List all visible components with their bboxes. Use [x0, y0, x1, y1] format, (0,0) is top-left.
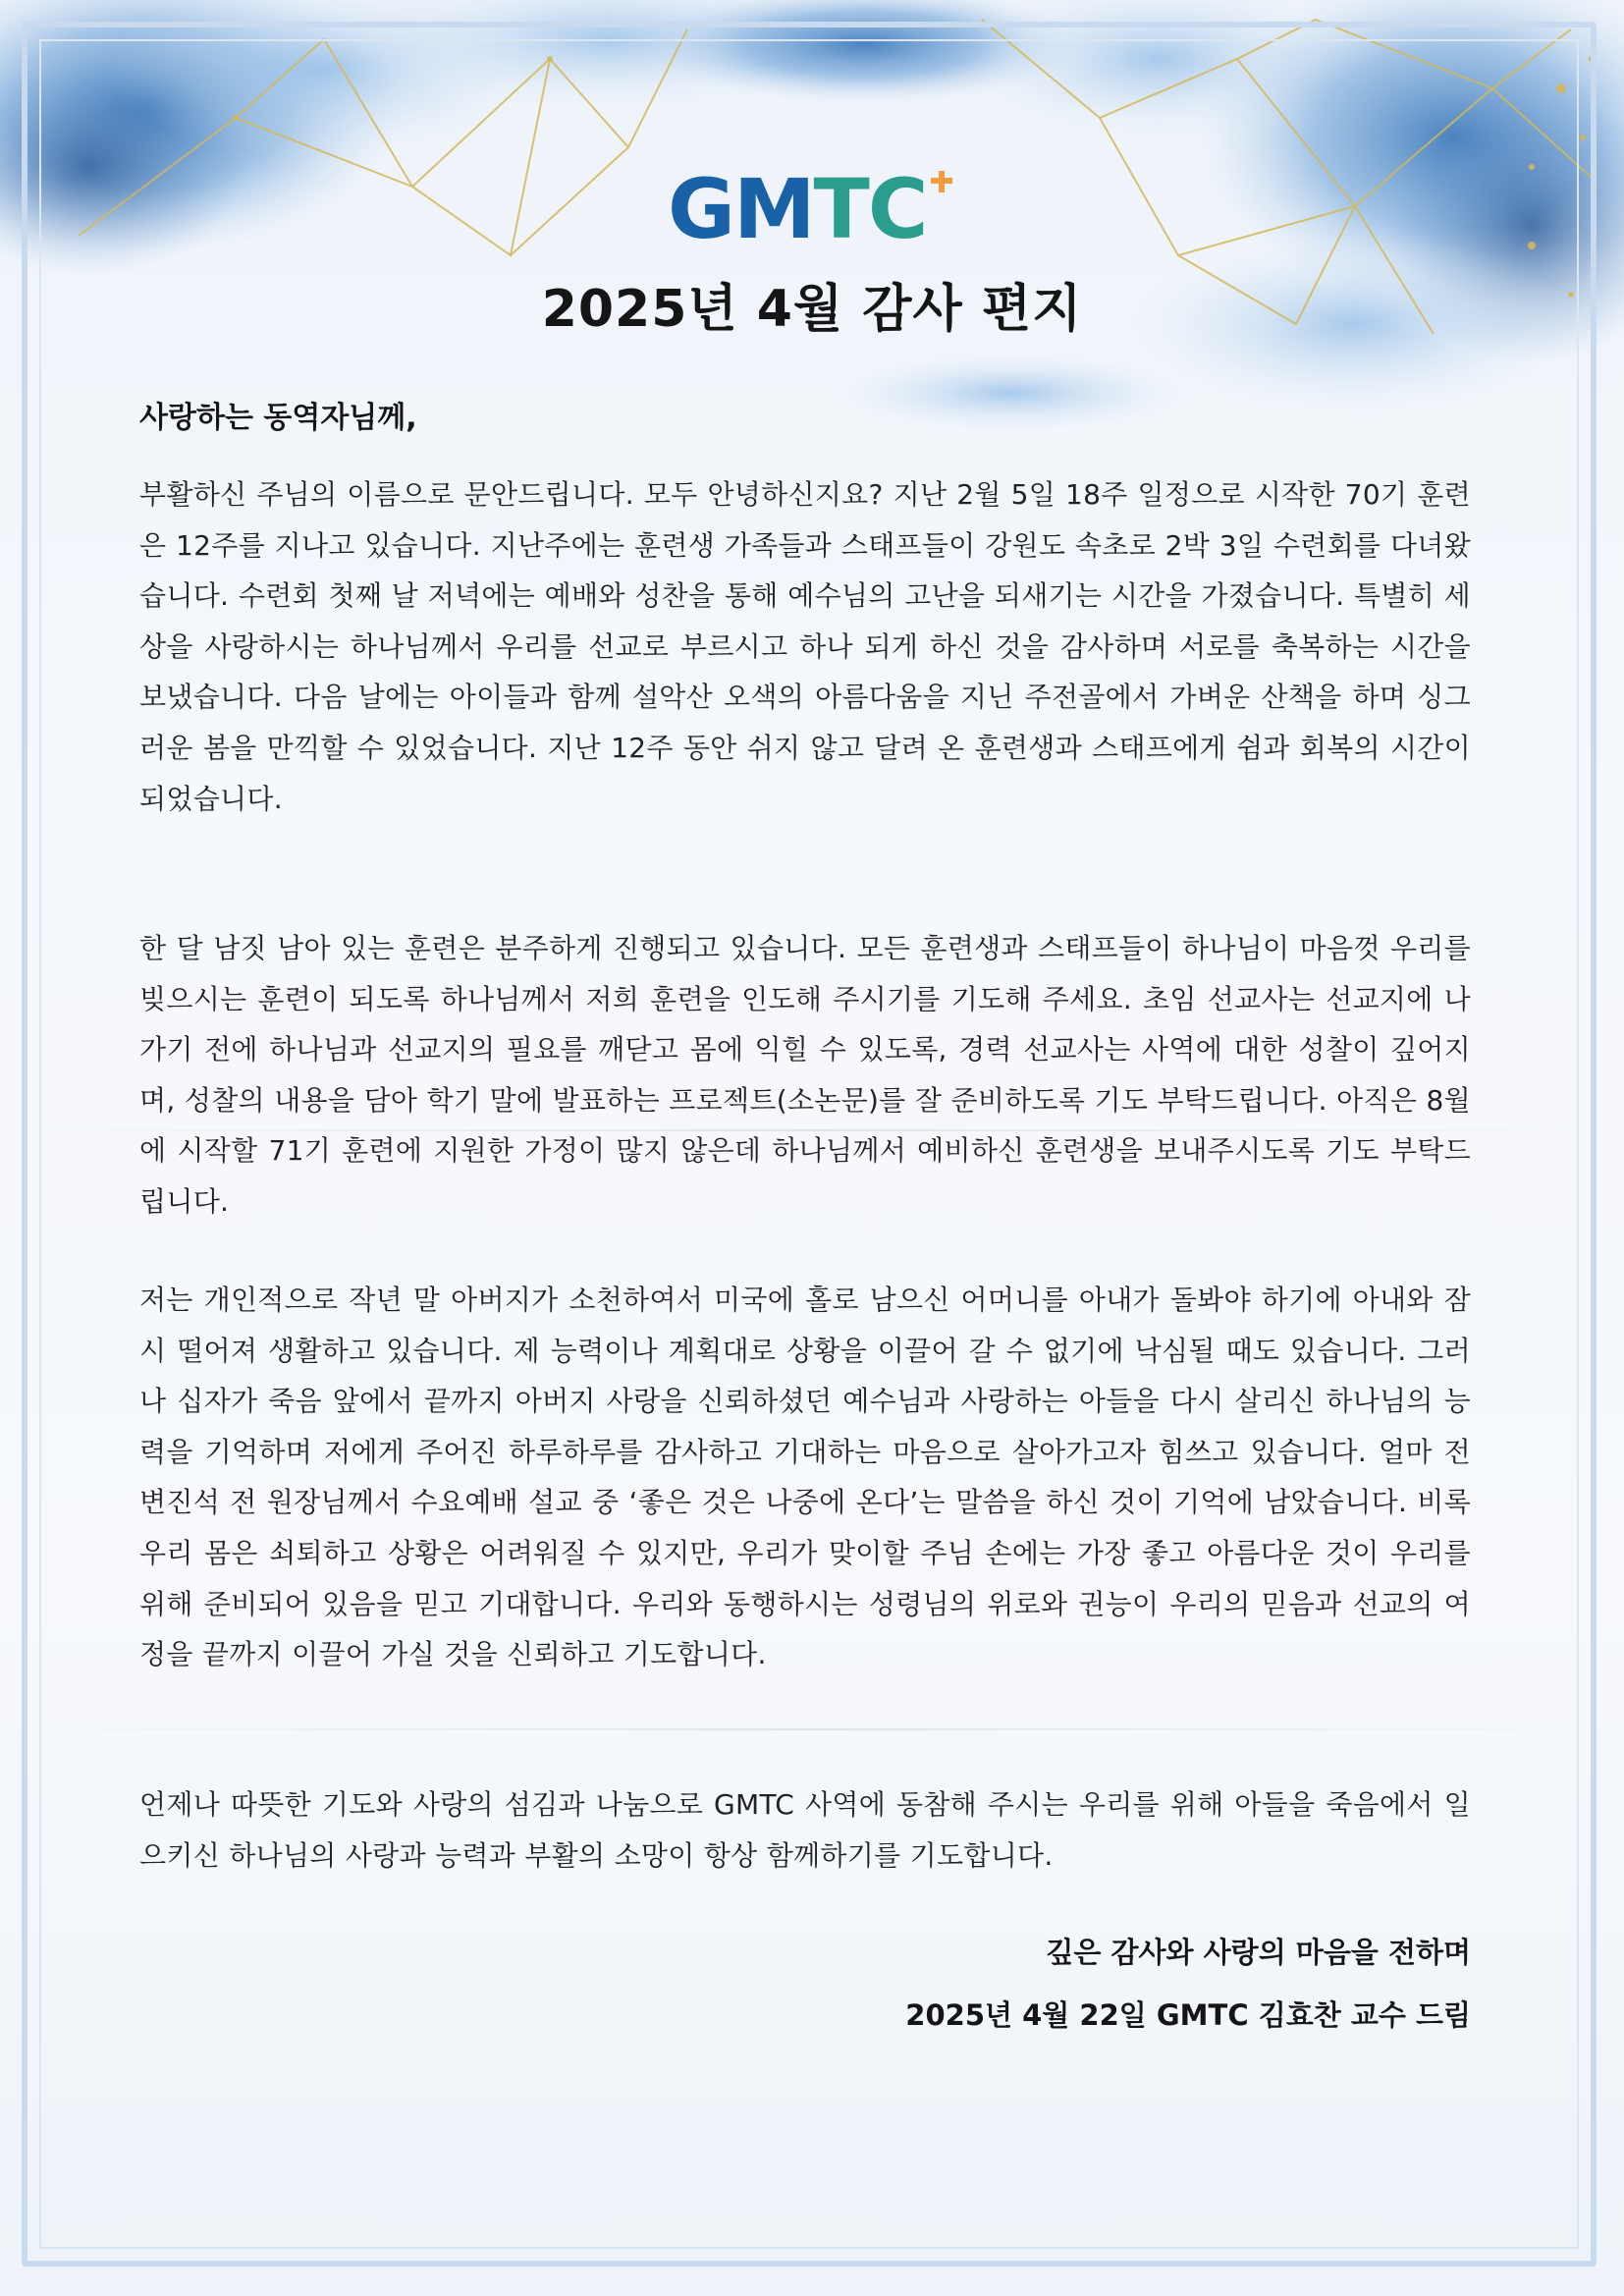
- paragraph-3: 저는 개인적으로 작년 말 아버지가 소천하여서 미국에 홀로 남으신 어머니를 아내가 돌봐야 하기에 아내와 잠시 떨어져 생활하고 있습니다. 제 능력이나 계획대로 상황을 이끌어 갈 수 없기에 낙심될 때도 있습니다. 그러나 십자가 죽음 앞에서 끝까지 아버지 사랑을 신뢰하셨던 예수님과 사랑하는 아들을 다시 살리신 하나님의 능력을 기억하며 저에게 주어진 하루하루를 감사하고 기대하는 마음으로 살아가고자 힘쓰고 있습니다. 얼마 전 변진석 전 원장님께서 수요예배 설교 중 ‘좋은 것은 나중에 온다’는 말씀을 하신 것이 기억에 남았습니다. 비록 우리 몸은 쇠퇴하고 상황은 어려워질 수 있지만, 우리가 맞이할 주님 손에는 가장 좋고 아름다운 것이 우리를 위해 준비되어 있음을 믿고 기대합니다. 우리와 동행하시는 성령님의 위로와 권능이 우리의 믿음과 선교의 여정을 끝까지 이끌어 가실 것을 신뢰하고 기도합니다.: [139, 1284, 1471, 1671]
- logo-cross-icon: [931, 171, 952, 192]
- paragraph-1: 부활하신 주님의 이름으로 문안드립니다. 모두 안녕하신지요? 지난 2월 5일 18주 일정으로 시작한 70기 훈련은 12주를 지나고 있습니다. 지난주에는 훈련생 가족들과 스태프들이 강원도 속초로 2박 3일 수련회를 다녀왔습니다. 수련회 첫째 날 저녁에는 예배와 성찬을 통해 예수님의 고난을 되새기는 시간을 가졌습니다. 특별히 세상을 사랑하시는 하나님께서 우리를 선교로 부르시고 하나 되게 하신 것을 감사하며 서로를 축복하는 시간을 보냈습니다. 다음 날에는 아이들과 함께 설악산 오색의 아름다움을 지닌 주전골에서 가벼운 산책을 하며 싱그러운 봄을 만끽할 수 있었습니다. 지난 12주 동안 쉬지 않고 달려 온 훈련생과 스태프에게 쉼과 회복의 시간이 되었습니다.: [139, 478, 1471, 815]
- letter-greeting: 사랑하는 동역자님께,: [139, 401, 417, 435]
- paper-fold-line: [0, 1728, 1624, 1730]
- closing-line: 깊은 감사와 사랑의 마음을 전하며: [1046, 1936, 1471, 1969]
- gmtc-logo: [668, 161, 962, 257]
- letter-title: 2025년 4월 감사 편지: [541, 280, 1083, 339]
- logo-wordmark: GMTC: [668, 161, 927, 257]
- signature-line: 2025년 4월 22일 GMTC 김효찬 교수 드림: [905, 1998, 1471, 2032]
- paragraph-2: 한 달 남짓 남아 있는 훈련은 분주하게 진행되고 있습니다. 모든 훈련생과 스태프들이 하나님이 마음껏 우리를 빚으시는 훈련이 되도록 하나님께서 저희 훈련을 인도해 주시기를 기도해 주세요. 초임 선교사는 선교지에 나가기 전에 하나님과 선교지의 필요를 깨닫고 몸에 익힐 수 있도록, 경력 선교사는 사역에 대한 성찰이 깊어지며, 성찰의 내용을 담아 학기 말에 발표하는 프로젝트(소논문)를 잘 준비하도록 기도 부탁드립니다. 아직은 8월에 시작할 71기 훈련에 지원한 가정이 많지 않은데 하나님께서 예비하신 훈련생을 보내주시도록 기도 부탁드립니다.: [139, 932, 1471, 1218]
- paragraph-4: 언제나 따뜻한 기도와 사랑의 섬김과 나눔으로 GMTC 사역에 동참해 주시는 우리를 위해 아들을 죽음에서 일으키신 하나님의 사랑과 능력과 부활의 소망이 항상 함께하기를 기도합니다.: [139, 1788, 1471, 1872]
